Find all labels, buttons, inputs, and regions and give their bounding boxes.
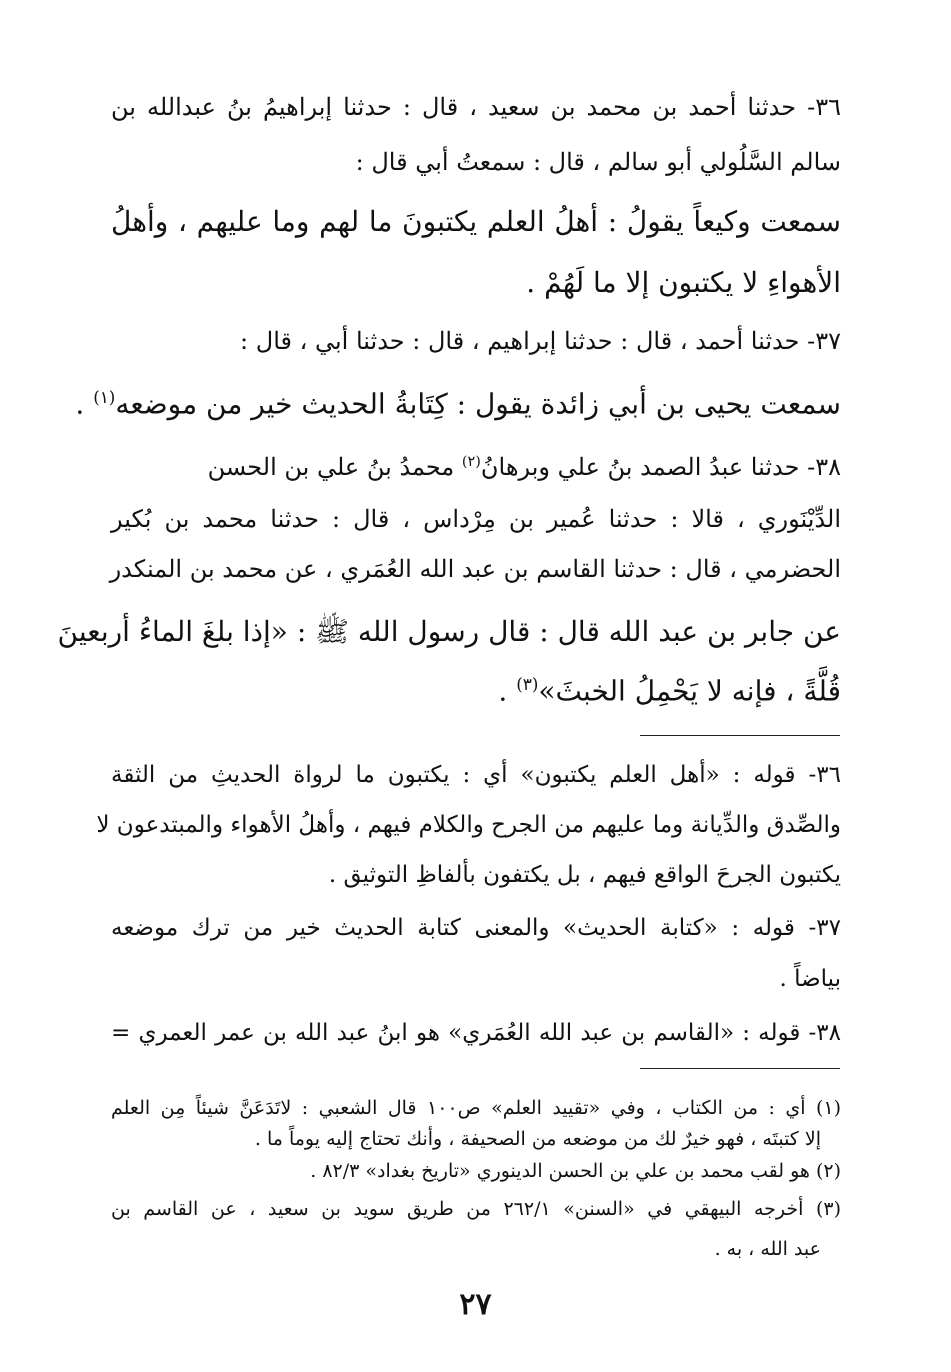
hadith-38-line-1b: محمدُ بنُ علي بن الحسن — [207, 453, 462, 481]
note-38-line-1: ٣٨- قوله : «القاسم بن عبد الله العُمَري» هو ابنُ عبد الله بن عمر العمري = — [111, 1020, 841, 1046]
footnote-2: (٢) هو لقب محمد بن علي بن الحسن الدينوري «تاريخ بغداد» ٨٢/٣ . — [310, 1160, 841, 1182]
hadith-38-line-1 — [111, 453, 841, 481]
note-36-line-2: والصِّدق والدِّيانة وما عليهم من الجرح والكلام فيهم ، وأهلُ الأهواء والمبتدعون لا — [96, 812, 841, 838]
hadith-38-quote-text: قُلَّةً ، فإنه لا يَحْمِلُ الخبثَ» — [538, 674, 841, 708]
note-36-line-1: ٣٦- قوله : «أهل العلم يكتبون» أي : يكتبون ما لرواة الحديثِ من الثقة — [111, 762, 841, 788]
hadith-37-quote — [75, 387, 841, 421]
hadith-37-quote-text: سمعت يحيى بن أبي زائدة يقول : كِتَابةُ الحديث خير من موضعه — [115, 387, 841, 421]
footnote-1-line-1: (١) أي : من الكتاب ، وفي «تقييد العلم» ص١٠٠ قال الشعبي : لاتَدَعَنَّ شيئاً مِن العلم — [111, 1097, 842, 1119]
footnote-ref-3: (٣) — [516, 674, 539, 694]
footnote-ref-1: (١) — [93, 387, 116, 407]
note-37-line-1: ٣٧- قوله : «كتابة الحديث» والمعنى كتابة الحديث خير من ترك موضعه — [111, 915, 841, 941]
hadith-38-line-3: الحضرمي ، قال : حدثنا القاسم بن عبد الله العُمَري ، عن محمد بن المنكدر — [109, 555, 841, 583]
hadith-36-quote-line-1: سمعت وكيعاً يقولُ : أهلُ العلم يكتبونَ ما لهم وما عليهم ، وأهلُ — [111, 205, 841, 238]
hadith-38-quote-end: . — [498, 674, 517, 708]
hadith-37-quote-end: . — [75, 387, 94, 421]
hadith-36-quote-line-2: الأهواءِ لا يكتبون إلا ما لَهُمْ . — [526, 266, 841, 299]
hadith-37-line-1: ٣٧- حدثنا أحمد ، قال : حدثنا إبراهيم ، قال : حدثنا أبي ، قال : — [240, 327, 841, 355]
note-36-line-3: يكتبون الجرحَ الواقع فيهم ، بل يكتفون بألفاظِ التوثيق . — [328, 862, 841, 888]
footnotes-divider — [640, 1068, 840, 1069]
footnote-3-line-1: (٣) أخرجه البيهقي في «السنن» ٢٦٢/١ من طريق سويد بن سعيد ، عن القاسم بن — [111, 1198, 841, 1220]
hadith-38-quote-line-1: عن جابر بن عبد الله قال : قال رسول الله ﷺ : «إذا بلغَ الماءُ أربعينَ — [57, 615, 841, 648]
hadith-36-line-2: سالم السَّلُولي أبو سالم ، قال : سمعتُ أبي قال : — [355, 148, 841, 176]
footnote-3-line-2: عبد الله ، به . — [714, 1238, 821, 1260]
hadith-38-line-2: الدِّيْنَوري ، قالا : حدثنا عُمير بن مِرْداس ، قال : حدثنا محمد بن بُكير — [111, 505, 841, 533]
note-37-line-2: بياضاً . — [779, 966, 841, 992]
footnote-ref-2: (٢) — [461, 454, 481, 470]
hadith-38-quote-line-2 — [111, 674, 841, 707]
hadith-36-line-1: ٣٦- حدثنا أحمد بن محمد بن سعيد ، قال : حدثنا إبراهيمُ بنُ عبدالله بن — [111, 93, 841, 121]
footnote-1-line-2: إلا كتبتَه ، فهو خيرٌ لك من موضعه من الصحيفة ، وأنك تحتاج إليه يوماً ما . — [254, 1128, 821, 1150]
notes-divider — [640, 735, 840, 736]
page-number: ٢٧ — [459, 1287, 492, 1322]
hadith-38-line-1a: ٣٨- حدثنا عبدُ الصمد بنُ علي وبرهانُ — [480, 453, 841, 481]
